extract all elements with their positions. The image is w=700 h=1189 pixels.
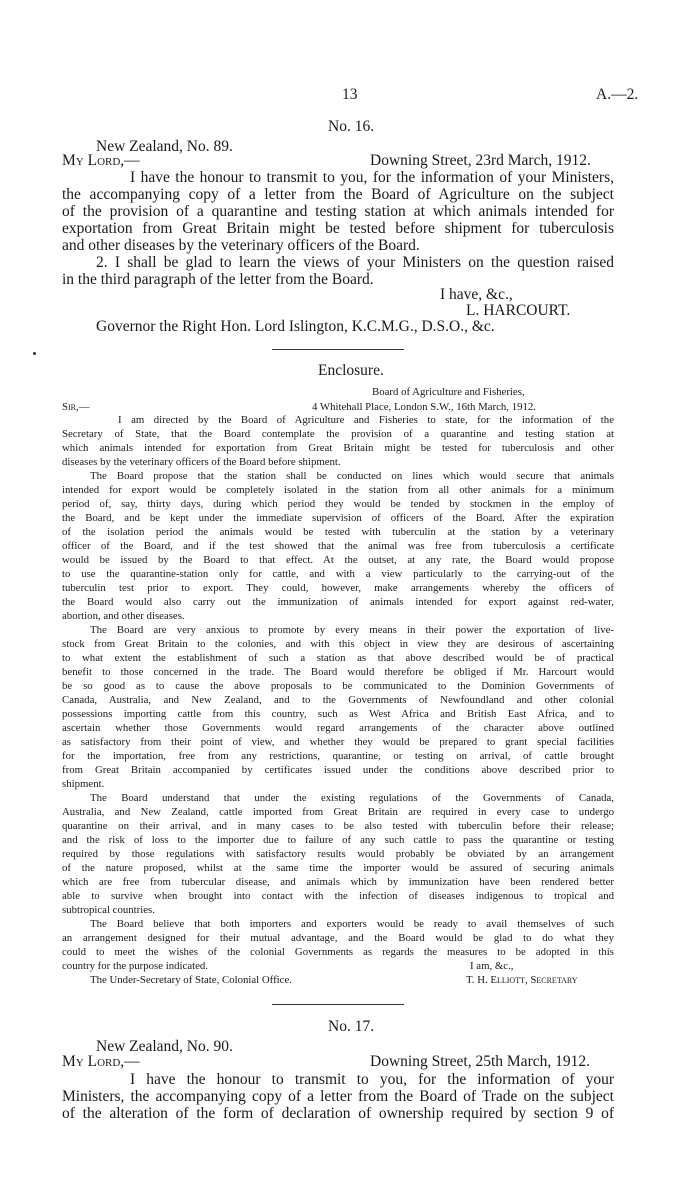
paragraph-line: and the risk of loss to the importer due to failure of any such cattle to pass the quarantine or testing	[62, 834, 614, 846]
paragraph-line: which are free from tubercular disease, and animals which by immunization have been rendered better	[62, 876, 614, 888]
despatch-reference: New Zealand, No. 90.	[96, 1038, 233, 1055]
salutation: Sir,—	[62, 401, 90, 413]
paragraph-line: for the importation, free from any restrictions, quarantine, or testing on arrival, of cattle brought	[62, 750, 614, 762]
paragraph-line: quarantine on their arrival, and in many cases to be also tested with tuberculin before their release;	[62, 820, 614, 832]
paragraph-line: which animals intended for exportation from Great Britain might be tested for tuberculosis and other	[62, 442, 614, 454]
salutation: My Lord,—	[62, 1053, 140, 1070]
paragraph-line: be so good as to cause the above proposals to be communicated to the Dominion Governments of	[62, 680, 614, 692]
paragraph-line: of the alteration of the form of declaration of ownership required by section 9 of	[62, 1105, 614, 1122]
document-number: No. 17.	[328, 1018, 375, 1035]
paragraph-line: shipment.	[62, 778, 105, 790]
margin-mark	[33, 352, 36, 355]
paragraph-line: The Board propose that the station shall be conducted on lines which would secure that animals	[90, 470, 614, 482]
paragraph-line: The Board believe that both importers and exporters would be ready to avail themselves of such	[90, 918, 614, 930]
paragraph-line: as satisfactory from their point of view, and whether they would be prepared to grant special facilities	[62, 736, 614, 748]
paragraph-line: Ministers, the accompanying copy of a letter from the Board of Trade on the subject	[62, 1088, 614, 1105]
paragraph-line: an arrangement designed for their mutual advantage, and the Board would be glad to do what they	[62, 932, 614, 944]
paragraph-line: officer of the Board, and if the test showed that the animal was free from tuberculosis a certificate	[62, 540, 614, 552]
paragraph-line: from Great Britain accompanied by certificates issued under the conditions above described prior to	[62, 764, 614, 776]
paragraph-line: the Board would also carry out the immunization of animals intended for export against red-water,	[62, 596, 614, 608]
paragraph-line: stock from Great Britain to the colonies, and with this object in view they are desirous of ascertaining	[62, 638, 614, 650]
paragraph-line: benefit to those concerned in the trade. The Board would therefore be obliged if Mr. Harcourt would	[62, 666, 614, 678]
paragraph-line: of the nature proposed, whilst at the same time the importer would be assured of securing animals	[62, 862, 614, 874]
paragraph-line: The Board understand that under the existing regulations of the Governments of Canada,	[90, 792, 614, 804]
addressee: Governor the Right Hon. Lord Islington, K.C.M.G., D.S.O., &c.	[96, 318, 495, 335]
paragraph-line: Secretary of State, that the Board contemplate the provision of a quarantine and testing station at	[62, 428, 614, 440]
paragraph-line: 2. I shall be glad to learn the views of your Ministers on the question raised	[96, 254, 614, 271]
document-reference: A.—2.	[596, 86, 639, 103]
paragraph-line: diseases by the veterinary officers of the Board before shipment.	[62, 456, 341, 468]
paragraph-line: to use the quarantine-station only for cattle, and with a view particularly to the carrying-out of the	[62, 568, 614, 580]
paragraph-line: Canada, Australia, and New Zealand, and to the Governments of Newfoundland and other colonial	[62, 694, 614, 706]
paragraph-line: of the provision of a quarantine and testing station at which animals intended for	[62, 203, 614, 220]
paragraph-line: country for the purpose indicated.	[62, 960, 209, 972]
enclosure-heading: Enclosure.	[318, 362, 384, 379]
signature: L. HARCOURT.	[466, 302, 571, 319]
paragraph-line: abortion, and other diseases.	[62, 610, 185, 622]
paragraph-line: the accompanying copy of a letter from the Board of Agriculture on the subject	[62, 186, 614, 203]
closing: I am, &c.,	[470, 960, 514, 972]
salutation: My Lord,—	[62, 152, 140, 169]
paragraph-line: I have the honour to transmit to you, for the information of your Ministers,	[130, 169, 614, 186]
page-number: 13	[342, 86, 358, 103]
place-date: Downing Street, 23rd March, 1912.	[370, 152, 591, 169]
paragraph-line: I have the honour to transmit to you, for the information of your	[130, 1071, 614, 1088]
paragraph-line: The Board are very anxious to promote by every means in their power the exportation of live-	[90, 624, 614, 636]
section-divider	[272, 1004, 404, 1005]
paragraph-line: to what extent the establishment of such a station as that above described would be of practical	[62, 652, 614, 664]
paragraph-line: of the isolation period the animals would be tested with tuberculin at the station by a veterinary	[62, 526, 614, 538]
paragraph-line: possessions importing cattle from this country, such as West Africa and British East Africa, and to	[62, 708, 614, 720]
paragraph-line: could to meet the wishes of the colonial Governments as regards the measures to be adopted in this	[62, 946, 614, 958]
paragraph-line: Australia, and New Zealand, cattle imported from Great Britain are required in every case to undergo	[62, 806, 614, 818]
address-date: 4 Whitehall Place, London S.W., 16th March, 1912.	[312, 401, 537, 413]
paragraph-line: period of, say, thirty days, during which period they would be tended by stockmen in the employ of	[62, 498, 614, 510]
paragraph-line: in the third paragraph of the letter from the Board.	[62, 271, 374, 288]
paragraph-line: the Board, and be kept under the immediate supervision of officers of the Board. After the expiration	[62, 512, 614, 524]
paragraph-line: would be issued by the Board to that effect. At the outset, at any rate, the Board would propose	[62, 554, 614, 566]
paragraph-line: I am directed by the Board of Agriculture and Fisheries to state, for the information of the	[118, 414, 614, 426]
paragraph-line: able to survive when brought into contact with the infection of diseases indigenous to tropical and	[62, 890, 614, 902]
despatch-reference: New Zealand, No. 89.	[96, 138, 233, 155]
addressee: The Under-Secretary of State, Colonial Office.	[90, 974, 292, 986]
signature: T. H. Elliott, Secretary	[466, 974, 578, 986]
paragraph-line: and other diseases by the veterinary officers of the Board.	[62, 237, 420, 254]
closing: I have, &c.,	[440, 286, 513, 303]
paragraph-line: tuberculin test prior to export. They could, however, make arrangements whereby the officers of	[62, 582, 614, 594]
section-divider	[272, 349, 404, 350]
paragraph-line: ascertain whether those Governments would regard arrangements of the character above outlined	[62, 722, 614, 734]
sender: Board of Agriculture and Fisheries,	[372, 386, 525, 398]
paragraph-line: exportation from Great Britain might be tested before shipment for tuberculosis	[62, 220, 614, 237]
paragraph-line: required by those regulations with satisfactory results would probably be obviated by an arrangement	[62, 848, 614, 860]
document-number: No. 16.	[328, 118, 375, 135]
place-date: Downing Street, 25th March, 1912.	[370, 1053, 590, 1070]
paragraph-line: intended for export would be completely isolated in the station from all other animals for a minimum	[62, 484, 614, 496]
paragraph-line: subtropical countries.	[62, 904, 155, 916]
